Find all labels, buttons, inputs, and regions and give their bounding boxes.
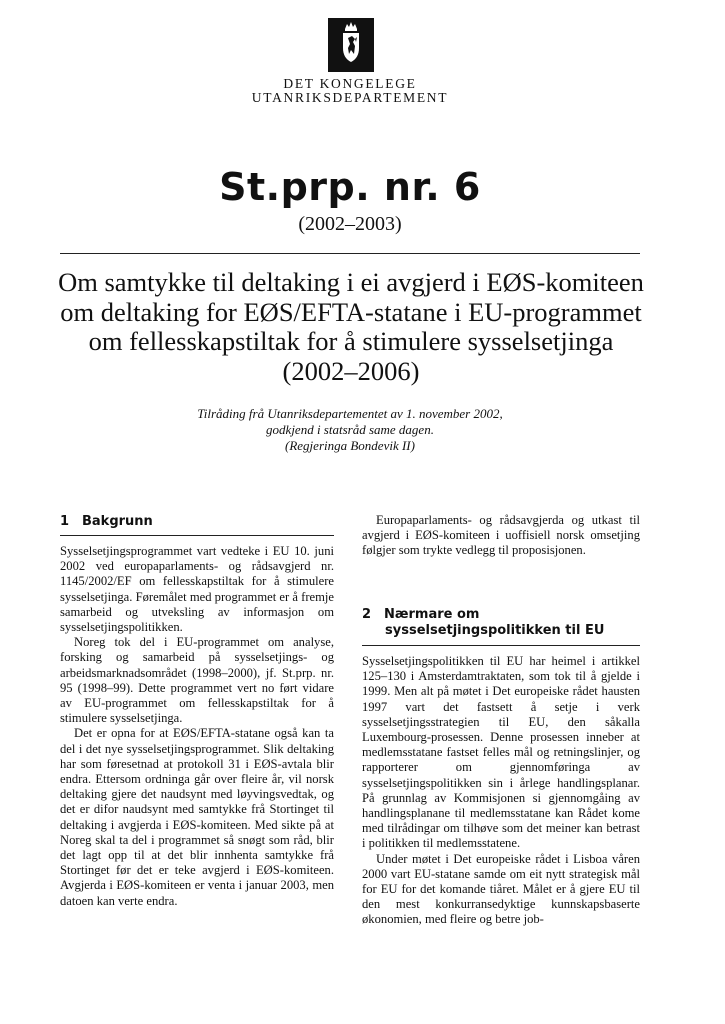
section1-paragraph3: Det er opna for at EØS/EFTA-statane også kan ta del i det nye sysselsetjingsprogrammet. Slik deltaking har som føresetnad at protokoll 31 i EØS-avtala blir endra. Ettersom ordninga går over fleire år, vil norsk deltaking gjere det naudsynt med løyvingsvedtak, og det er difor naudsynt med samtykke frå Stortinget til deltaking i avgjerda i EØS-komiteen. Med sikte på at Noreg skal ta del i programmet så snøgt som råd, blir det lagt opp til at det blir innhenta samtykke frå Stortinget før det er teke avgjerd i EØS-komiteen. Avgjerda i EØS-komiteen er venta i januar 2003, men datoen kan verte endra. [60, 726, 334, 908]
main-title: Om samtykke til deltaking i ei avgjerd i EØS-komiteen om deltaking for EØS/EFTA-statane i EU-programmet om fellesskapstiltak for å stimulere sysselsetjinga (2002–2006) [58, 267, 644, 386]
section2-title-line2: sysselsetjingspolitikken til EU [385, 623, 605, 638]
section2-paragraph1: Sysselsetjingspolitikken til EU har heimel i artikkel 125–130 i Amsterdamtraktaten, som tok til å gjelde i 1999. Men alt på møtet i Det europeiske rådet hausten 1997 vart det fastsett å setje i verk sysselsetjingsstrategien til EU, den såkalla Luxembourg-prosessen. Denne prosessen inneber at medlemsstatane fastset felles mål og retningslinjer, og rapporterer om gjennomføringa av sysselsetjingspolitikken sin i årlege handlingsplanar. På grunnlag av Kommisjonen si gjennomgåing av handlingsplanane til medlemsstatane kan Rådet kome med tilrådingar om tilhøve som det meiner kan betrast i politikken til medlemsstatene. [362, 654, 640, 851]
section2-paragraph2: Under møtet i Det europeiske rådet i Lisboa våren 2000 vart EU-statane samde om eit nytt strategisk mål for EU for det komande tiåret. Målet er å gjere EU til den mest konkurransedyktige kunnskapsbaserte økonomien, med fleire og betre job- [362, 851, 640, 927]
section1-paragraph4: Europaparlaments- og rådsavgjerda og utkast til avgjerd i EØS-komiteen i uoffisiell norsk omsetjing følgjer som trykte vedlegg til proposisjonen. [362, 513, 640, 558]
section1-number: 1 [60, 514, 70, 529]
section1-title: Bakgrunn [82, 514, 153, 529]
recommendation-note [150, 406, 550, 454]
section2-heading [362, 607, 640, 639]
recommendation-line2: godkjend i statsråd same dagen. [266, 422, 434, 437]
right-column-top [362, 513, 640, 559]
recommendation-line1: Tilråding frå Utanriksdepartementet av 1. november 2002, [197, 406, 503, 421]
coat-of-arms-logo [328, 18, 374, 72]
recommendation-line3: (Regjeringa Bondevik II) [285, 438, 415, 453]
section1-divider [60, 535, 334, 536]
section1-paragraph2: Noreg tok del i EU-programmet om analyse, forsking og samarbeid på sysselsetjings- og arbeidsmarknadsområdet (1998–2000), jf. St.prp. nr. 95 (1998–99). Dette programmet vert no ført vidare av EU-programmet om fellesskapstiltak for å stimulere sysselsetjinga. [60, 635, 334, 726]
document-session: (2002–2003) [298, 213, 402, 235]
right-column-bottom [362, 654, 640, 928]
royal-coat-of-arms-icon [328, 18, 374, 72]
section1-paragraph1: Sysselsetjingsprogrammet vart vedteke i EU 10. juni 2002 ved europaparlaments- og rådsavgjerd nr. 1145/2002/EF om fellesskapstiltak for å stimulere sysselsetjinga. Føremålet med programmet er å fremje samarbeid og utveksling av informasjon om sysselsetjingspolitikken. [60, 544, 334, 635]
ministry-name-line2: UTANRIKSDEPARTEMENT [251, 90, 449, 105]
document-title: St.prp. nr. 6 [219, 165, 481, 209]
section2-title-line1: Nærmare om [384, 607, 480, 622]
left-column [60, 544, 334, 909]
section2-number: 2 [362, 607, 372, 622]
title-divider [60, 253, 640, 254]
section1-heading [60, 514, 334, 530]
ministry-name-line1: DET KONGELEGE [283, 76, 417, 91]
section2-divider [362, 645, 640, 646]
